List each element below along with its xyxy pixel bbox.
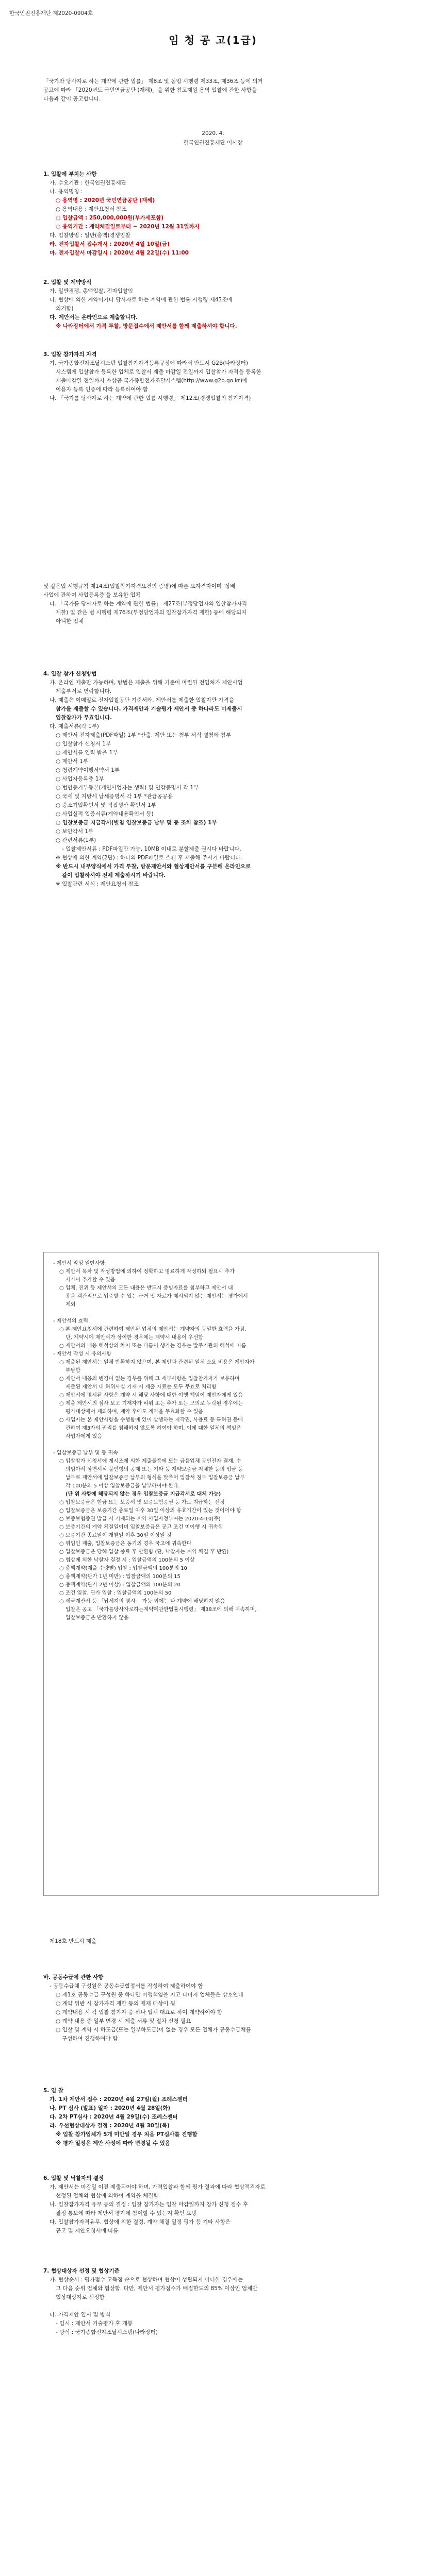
box-line: 입찰보증금은 반환하지 않음 (65, 1615, 129, 1621)
box-line: ○ 입찰보증금은 현금 또는 보증서 및 보증보험증권 등 가로 지급하는 선정 (59, 1500, 225, 1505)
list-item: 참가를 제출할 수 있습니다. 가격제안과 기술평가 제안서 중 하나라도 미제출시 (56, 706, 242, 712)
list-item: ○ 국세 및 지방세 납세증명서 각 1부 *관급공공용 (56, 793, 173, 800)
list-item: 나. 「국가를 당사자로 하는 계약에 관한 법률 시행령」 제12조(경쟁입찰의 참가자격) (50, 395, 251, 401)
section-heading: 1. 입찰에 부치는 사항 (43, 171, 97, 177)
box-line: ○ 제출 제안서의 심사 보고 기재자가 허위 또는 추가 또는 고의로 누락된 경우에는 (59, 1401, 243, 1406)
box-line: ○ 보증기간 종료일이 개찰일 이후 30일 이상일 것 (59, 1533, 172, 1538)
list-item: 결정 통보에 따라 제안서 평가에 참여할 수 있는지 확인 요망 (56, 2210, 197, 2216)
list-item: 나. 입찰참가자격 유무 등의 결정 : 입찰 참가자는 입찰 마감일까지 참가 신청 접수 후 (50, 2201, 248, 2208)
box-line: ○ 보증기간의 계약 체결일이며 입찰보증금은 공고 조건 미이행 시 귀속됨 (59, 1524, 223, 1530)
box-line: 각 100분의 5 이상 입찰보증금을 납부하여야 한다. (65, 1483, 180, 1489)
spacer (43, 2302, 379, 2311)
section-heading: 4. 입찰 참가 신청방법 (43, 671, 97, 677)
box-line: ○ 협상에 의한 낙찰자 결정 시 : 입찰금액의 100분의 5 이상 (59, 1557, 195, 1563)
list-item: 선정된 업체와 협상에 의하여 계약을 체결함 (56, 2193, 159, 2199)
box-line: ○ 제안서의 내용 해석상의 차이 또는 다툼이 생기는 경우는 발주기관의 해석에 따름 (59, 1343, 247, 1349)
list-item: ○ 입찰참가 신청서 1부 (56, 741, 111, 747)
list-item: 입찰참가가 무효입니다. (56, 715, 112, 721)
schedule-item: 가. 1차 제안서 접수 : 2020년 4월 27일(월) 조례스젠터 (50, 2096, 188, 2103)
box-line: ○ 총액계약(단가 2년 이상) : 입찰금액의 100분의 20 (59, 1582, 181, 1588)
section-application-method (43, 670, 379, 889)
box-line: - 제안서 작성 일반사항 (53, 1261, 105, 1266)
section-bid-items (43, 170, 379, 258)
section-joint-bidding (43, 1973, 379, 2043)
box-line: 평가대상에서 제외하며, 계약 후에도 계약을 무효화할 수 있음 (65, 1409, 203, 1415)
section-heading: 3. 입찰 참가자의 자격 (43, 351, 97, 358)
section-eligibility-continued (43, 582, 379, 626)
list-item: ○ 제1호 공동수급 구성원 중 하나만 이행책임을 지고 나머지 업체들은 상호연대 (56, 1992, 243, 1998)
list-item: 라. 전자입찰서 접수개시 : 2020년 4월 10일(금) (50, 241, 170, 247)
box-line: ○ 입찰보증금은 보증기간 종료일 이후 30일 이상의 유효기간이 있는 것이어야 함 (59, 1508, 241, 1514)
list-item: ○ 입찰 및 계약 시 하도급(또는 일부하도급)이 없는 경우 모든 업체가 공동수급체를 (56, 2027, 251, 2033)
list-item: ※ 반드시 내부양식에서 가격 투찰, 방문제안서와 협상제안서를 구분해 온라인으로 (56, 863, 251, 870)
box-line: 의임아서 상면서식 불인형의 공제 또는 기타 등 계약보증금 지체한 등의 입금 등 (65, 1467, 243, 1472)
list-item: 시스템에 입찰참가 등록한 업체로 입찰서 제출 마감일 전일까지 입찰참가 자격을 등록한 (56, 369, 261, 375)
section-schedule (43, 2087, 379, 2148)
list-item: ※ 나라장터에서 가격 투찰, 방문접수에서 제안서를 함께 제출하셔야 합니다. (56, 323, 237, 329)
document-number: 한국인권진흥재단 제2020-0904호 (9, 10, 93, 16)
list-item: 마. 전자입찰서 마감일시 : 2020년 4월 22일(수) 11:00 (50, 250, 189, 256)
list-item: ○ 입찰보증금 지급각서(별첨 입찰보증금 납부 및 등 조치 참조) 1부 (56, 820, 217, 826)
list-item: 다. 제안서는 온라인으로 제출합니다. (50, 314, 138, 320)
box-line: ○ 입찰참가 신청서에 제시조에 의한 제출물품에 또는 금융업체 공인전자 결재, 수 (59, 1459, 241, 1464)
list-item: 다. 「국가를 당사자로 하는 계약에 관한 법률」 제27조(부정당업자의 입찰참가자격 (50, 601, 247, 607)
box-line: ○ 세금계산서 등 「납세지의 명시」 가능 외에는 나 계약에 해당하지 않음 (59, 1599, 225, 1604)
list-item: ○ 계약 내용 중 일부 변경 시 제출 서류 및 절차 신청 필요 (56, 2018, 191, 2024)
box-line: 자가이 추가할 수 있음 (65, 1277, 116, 1283)
list-item: 가. 온라인 제출만 가능하며, 방법은 제출을 위해 기준이 마련된 전입처가 제안사업 (50, 680, 243, 686)
section-heading: 6. 입찰 및 낙찰자의 결정 (43, 2175, 104, 2181)
list-item: 제한) 및 같은 법 시행령 제76조(부정당업자의 입찰참가자격 제한) 등에 해당되지 (56, 609, 247, 616)
box-line: 용을 객관적으로 입증할 수 있는 근거 및 자료가 제시되지 않는 제안서는 평가에서 (65, 1294, 248, 1299)
intro-line: 공고에 따라 「2020년도 국민연금공단 (재해)」을 위한 참고재원 용역 입찰에 관한 사항을 (43, 87, 257, 93)
list-item: ○ 법인등기부등본(개인사업자는 생략) 및 인감증명서 각 1부 (56, 785, 199, 791)
section-eligibility (43, 350, 379, 403)
footnote-text: 제18호 반드시 제출 (50, 1938, 97, 1944)
box-line (53, 1309, 369, 1317)
announcement-date: 2020. 4. (202, 130, 224, 137)
schedule-item: 나. PT 심사 (발표) 일자 : 2020년 4월 28일(화) (50, 2105, 171, 2111)
list-item: - 방식 : 국가종합전자조달시스템(나라장터) (56, 2329, 158, 2335)
list-item: 가. 협상순서 : 평가점수 고득점 순으로 협상하며 협상이 성립되지 아니한 경우에는 (50, 2277, 243, 2283)
box-line: ○ 제안서 목차 및 작성방법에 의하여 정확하고 명료하게 작성하되 필요시 추가 (59, 1269, 235, 1275)
box-line: ○ 조건 입찰, 단가 입찰 : 입찰금액의 100분의 50 (59, 1590, 172, 1596)
box-line: 사업자에게 있음 (65, 1434, 102, 1439)
box-line: 입찰은 공고 「국가를당사자로하는계약에관한법률시행령」 제38조에 의해 귀속하며, (65, 1607, 257, 1613)
list-item: 사업에 관하여 사업등록증'을 보유한 업체 (43, 592, 141, 598)
list-item: ○ 용역내용 : 제안요청서 참조 (56, 206, 127, 212)
list-item: ○ 사업자등록증 1부 (56, 776, 104, 782)
list-item: 나. 가격제안 입시 및 방식 (50, 2312, 111, 2318)
list-item: 가. 제안서는 마감일 이전 제출되어야 하며, 가격입찰과 함께 평가 결과에 따라 협상적격자로 (50, 2184, 266, 2190)
list-item: 나. 제출은 이메일로 전자입찰공단 기준서와, 제안서를 제출한 입찰자만 가격을 (50, 697, 234, 703)
section-heading: 7. 협상대상자 선정 및 협상기준 (43, 2268, 120, 2274)
list-item: ○ 용역기간 : 계약체결일로부터 ~ 2020년 12월 31일까지 (56, 224, 200, 230)
list-item: 다. 입찰참가자격유무, 협상에 의한 결정, 계약 체결 일정 평가 등 기타 사항은 (50, 2219, 231, 2225)
list-item: - 입시 : 제안서 기술평가 후 개봉 (56, 2320, 133, 2327)
list-item: 제출마감일 전일까지 소상공 국가종합전자조달시스템(http://www.g2b.go.kr)에 (56, 378, 248, 384)
list-item: ○ 용역명 : 2020년 국민연금공단 (재해) (56, 197, 155, 204)
list-item: 및 같은법 시행규칙 제14조(입찰참가자격요건의 증명)에 따른 요자격자이며 '상배 (43, 583, 236, 589)
list-item: 제출부서로 연락합니다. (56, 688, 112, 694)
page-title: 임 청 공 고(1급) (169, 34, 257, 46)
box-line: ○ 입찰보증금은 당해 입찰 종료 후 반환함 (단, 낙찰자는 계약 체결 후 반환) (59, 1549, 229, 1555)
list-item: ○ 제안서 1부 (56, 758, 89, 765)
section-negotiation (43, 2267, 379, 2337)
list-item: - 입찰제안서류 : PDF파일만 가능, 10MB 이내로 분할제출 권시다 바랍니다. (62, 846, 241, 852)
list-item: ○ 제안서 전자제출(PDF파일) 1부 *산출, 제안 또는 첨부 서식 별첨에 참부 (56, 732, 232, 738)
list-item: 협상대상자로 선정함 (56, 2294, 105, 2300)
box-line: ○ 총액계약(단가 1년 미만) : 입찰금액의 100분의 15 (59, 1574, 181, 1580)
list-item: ○ 관련서류(1부) (56, 837, 96, 843)
intro-line: 「국가와 당사자로 하는 계약에 관한 법률」 제8조 및 동법 시행령 제33조, 제36조 등에 의거 (43, 78, 263, 84)
box-line (53, 1441, 369, 1449)
list-item: ○ 청렴계약이행서약서 1부 (56, 767, 120, 773)
box-line: ○ 본 제안요청서에 관련하여 제안된 업체의 제안서는 계약자의 동일한 효력을 가짐. (59, 1327, 247, 1332)
box-line: 제외 (65, 1302, 76, 1308)
schedule-note: ※ 입찰 참가업체가 5개 미만일 경우 처음 PT심사를 진행함 (56, 2131, 198, 2138)
box-line: ○ 위임인 제출, 입찰보증금은 동기의 경우 국고에 귀속한다 (59, 1541, 192, 1547)
list-item: 가. 수요기관 : 한국인권진흥재단 (50, 180, 126, 186)
section-heading: 바. 공동수급에 관한 사항 (43, 1974, 104, 1980)
intro-line: 다음과 같이 공고합니다. (43, 96, 101, 102)
box-line: 부담함 (65, 1368, 80, 1374)
list-item: ○ 보안각서 1부 (56, 828, 94, 835)
proposal-notes-box (43, 1252, 379, 1896)
list-item: 이용자 등록 인증에 따라 등록하여야 함 (56, 386, 148, 393)
list-item: 다. 입찰방법 : 일반(총액)경쟁입찰 (50, 232, 130, 239)
list-item: 공고 및 제안요청서에 따름 (56, 2228, 119, 2234)
box-line: 납부로 제안서에 입찰보증금 납부의 형식을 맞추어 입찰서 첨부 입찰보증금 납부 (65, 1475, 245, 1481)
list-item: ○ 중소기업확인서 및 직접생산 확인서 1부 (56, 802, 156, 808)
date-block (0, 129, 426, 147)
section-contract-method (43, 278, 379, 331)
list-item: 의거함) (56, 306, 74, 312)
list-item: ※ 협상에 의한 계약(2단) : 하나의 PDF파일로 스캔 후 제출해 주시기 바랍니다. (56, 855, 242, 861)
schedule-item: 다. 2차 PT심사 : 2020년 4월 29일(수) 조례스젠터 (50, 2114, 178, 2120)
list-item: 아니한 업체 (56, 618, 84, 624)
box-line: ○ 제안서 내용의 변경이 없는 경우를 위해 그 세부사항은 입찰참가자가 보유하며 (59, 1376, 240, 1382)
list-item: 다. 제출서류(각 1부) (50, 723, 99, 730)
list-item: 구성하여 진행하여야 함 (62, 2036, 118, 2042)
list-item: ※ 입찰관련 서식 : 제안요청서 참조 (56, 881, 139, 887)
list-item: ○ 입찰금액 : 250,000,000원(부가세포함) (56, 215, 164, 221)
list-item: ○ 제안서를 입력 받을 1부 (56, 750, 118, 756)
box-line: ○ 업체, 진위 등 제안서의 모든 내용은 반드시 증빙자료를 첨부하고 제안서 내 (59, 1285, 233, 1291)
intro-paragraph (43, 77, 373, 104)
list-item: - 공동수급체 구성원은 공동수급협정서를 작성하여 제출하여야 함 (50, 1983, 203, 1989)
schedule-item: 라. 우선협상대상자 결정 : 2020년 4월 30일(목) (50, 2123, 170, 2129)
box-line: ○ 제안서에 명시된 사항은 계약 시 해당 사항에 대한 이행 책임이 제안자에게 있음 (59, 1393, 243, 1398)
box-line: ○ 제출된 제안서는 일체 반환하지 않으며, 본 제안과 관련된 일체 소요 비용은 제안자가 (59, 1360, 255, 1365)
box-line: - 입찰보증금 납부 및 등 귀속 (53, 1450, 118, 1456)
announcer: 한국인권진흥재단 이사장 (183, 140, 243, 146)
box-line: - 제안서 작성 시 유의사항 (53, 1351, 111, 1357)
box-line: 단, 계약시에 제안서가 상이한 경우에는 계약서 내용이 우선함 (65, 1335, 203, 1341)
list-item: 나. 용역명칭 : (50, 189, 83, 195)
section-bid-decision (43, 2174, 379, 2235)
box-line: ○ 사업자는 본 제안사항을 수행함에 있어 발생하는 저작권, 사용료 등 특허권 등에 (59, 1417, 243, 1423)
box-line: ○ 보증보험증권 발급 시 기재되는 계약 사업자정부여는 2020-4-10(주) (59, 1516, 221, 1522)
section-heading: 5. 입 찰 (43, 2088, 63, 2094)
list-item: ○ 사업실적 입증서류(계약내용확인서 등) (56, 811, 154, 817)
list-item: 그 다음 순위 업체와 협상함. 다만, 제안서 평가점수가 배점한도의 85% 이상인 업체만 (56, 2285, 258, 2292)
box-line: - 제안서의 효력 (53, 1318, 88, 1324)
box-footnote (43, 1937, 379, 1946)
box-line: 제출된 제안서 내 허위사실 기재 시 제출 자료는 모두 무효로 처리함 (65, 1384, 217, 1390)
section-heading: 2. 입찰 및 계약방식 (43, 279, 92, 285)
list-item: 같이 입찰하셔야 전체 제출하시기 바랍니다. (62, 872, 166, 878)
schedule-note: ※ 평가 일정은 제안 사정에 따라 변경될 수 있음 (56, 2140, 171, 2146)
list-item: 가. 일반경쟁, 총액입찰, 전자입찰임 (50, 288, 134, 294)
box-line: (단 위 사항에 해당되지 않는 경우 입찰보증금 지급각서로 대체 가능) (65, 1492, 221, 1497)
box-line: 관하여 제3자의 권리를 침해하지 않도록 하여야 하며, 이에 대한 일체의 책임은 (65, 1426, 241, 1431)
list-item: ○ 계약내용 시 각 입찰 참가자 중 하나 업체 대표로 하여 계약하여야 함 (56, 2009, 223, 2015)
list-item: ○ 계약 위반 시 참가자격 제한 등의 제재 대상이 됨 (56, 2001, 175, 2007)
box-line: ○ 총액계약(제출 수량별) 입찰 : 입찰금액의 100분의 10 (59, 1566, 187, 1571)
list-item: 나. 협상에 의한 계약이거나 당사자로 하는 계약에 관한 법률 시행령 제43조에 (50, 297, 233, 303)
list-item: 가. 국가종합전자조달시스템 입찰참가자격등록규정에 따라서 반드시 G2B(나라장터) (50, 360, 248, 366)
